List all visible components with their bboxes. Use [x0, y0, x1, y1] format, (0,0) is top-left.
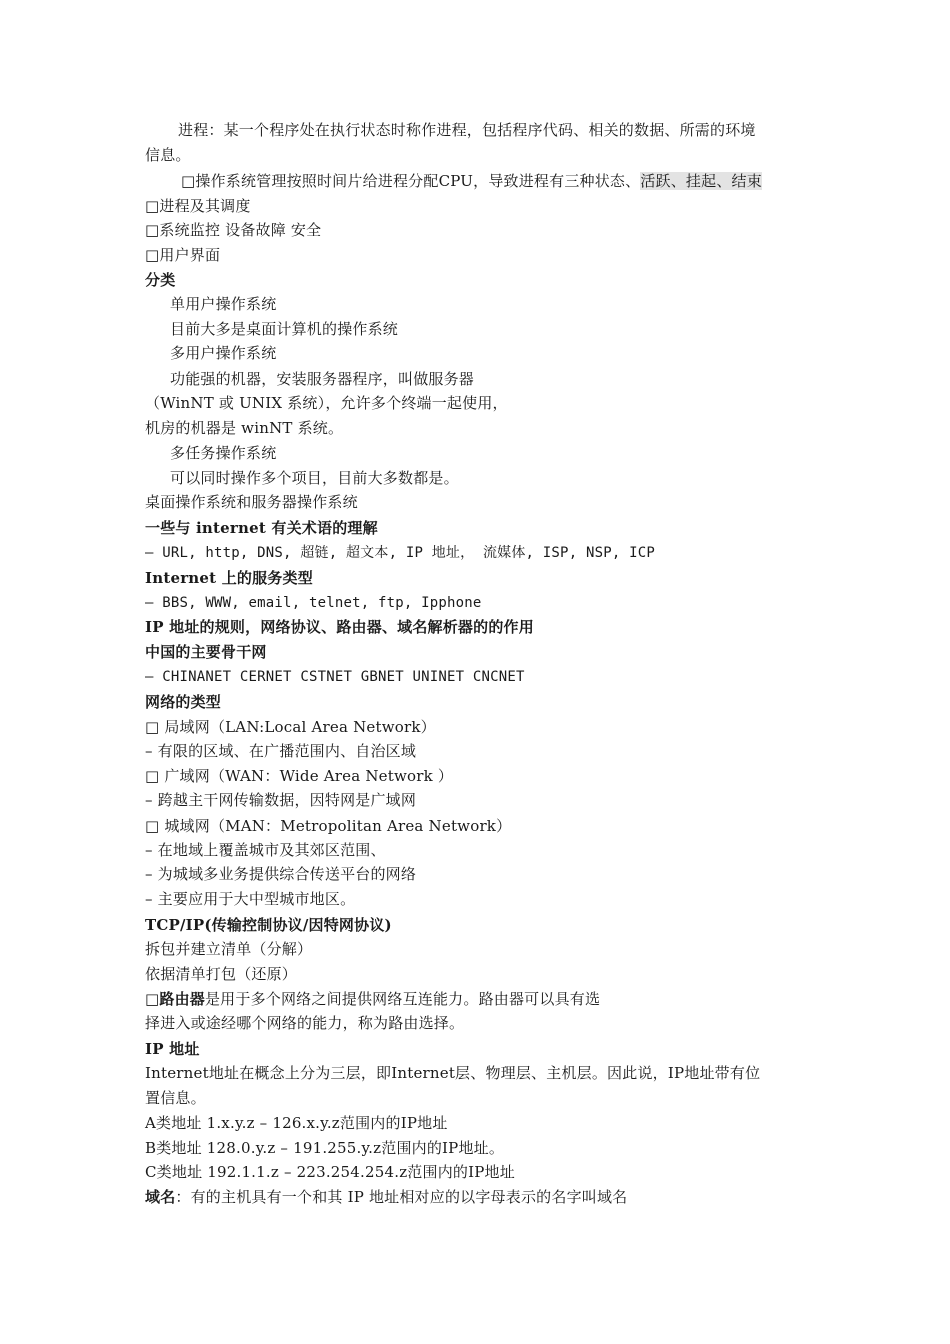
- router-bullet: □: [145, 990, 160, 1008]
- item-multi-user-desc: 功能强的机器，安装服务器程序，叫做服务器: [170, 370, 475, 388]
- item-wan-desc: – 跨越主干网传输数据，因特网是广域网: [145, 791, 417, 809]
- paragraph-ip-layers-cont: 置信息。: [145, 1089, 206, 1107]
- router-desc: 是用于多个网络之间提供网络互连能力。路由器可以具有选: [204, 990, 601, 1008]
- heading-backbone: 中国的主要骨干网: [145, 643, 267, 661]
- item-lan: □ 局域网（LAN:Local Area Network）: [145, 718, 436, 736]
- service-types-list: – BBS, WWW, email, telnet, ftp, Ipphone: [145, 595, 482, 611]
- item-lan-desc: – 有限的区域、在广播范围内、自治区域: [145, 742, 417, 760]
- item-multi-user-desc-3: 机房的机器是 winNT 系统。: [145, 419, 344, 437]
- bullet-user-interface: □用户界面: [145, 246, 221, 264]
- heading-ip-address: IP 地址: [145, 1040, 200, 1058]
- paragraph-process-states: [181, 169, 762, 193]
- internet-terms-list: – URL, http, DNS, 超链, 超文本, IP 地址， 流媒体, ISP, NSP, ICP: [145, 545, 655, 561]
- heading-tcpip: TCP/IP(传输控制协议/因特网协议): [145, 916, 392, 934]
- paragraph-router: [145, 987, 600, 1011]
- item-man-desc-3: – 主要应用于大中型城市地区。: [145, 890, 356, 908]
- router-term: 路由器: [159, 990, 205, 1008]
- process-states-text: □操作系统管理按照时间片给进程分配CPU，导致进程有三种状态、: [181, 172, 641, 190]
- bullet-scheduling: □进程及其调度: [145, 197, 251, 215]
- item-multi-task: 多任务操作系统: [170, 444, 277, 462]
- paragraph-ip-layers: Internet地址在概念上分为三层，即Internet层、物理层、主机层。因此说，IP地址带有位: [145, 1064, 761, 1082]
- paragraph-router-cont: 择进入或途经哪个网络的能力，称为路由选择。: [145, 1014, 465, 1032]
- backbone-list: – CHINANET CERNET CSTNET GBNET UNINET CNCNET: [145, 669, 525, 685]
- domain-desc: ：有的主机具有一个和其 IP 地址相对应的以字母表示的名字叫域名: [175, 1188, 628, 1206]
- paragraph-domain: [145, 1185, 627, 1209]
- item-man: □ 城域网（MAN：Metropolitan Area Network）: [145, 817, 512, 835]
- heading-network-types: 网络的类型: [145, 693, 222, 711]
- item-multi-user: 多用户操作系统: [170, 344, 277, 362]
- item-class-a: A类地址 1.x.y.z – 126.x.y.z范围内的IP地址: [145, 1114, 448, 1132]
- paragraph-process-definition-cont: 信息。: [145, 146, 191, 164]
- tcpip-pack: 依据清单打包（还原）: [145, 965, 298, 983]
- bullet-monitoring: □系统监控 设备故障 安全: [145, 221, 322, 239]
- item-multi-user-desc-2: （WinNT 或 UNIX 系统），允许多个终端一起使用，: [145, 394, 508, 412]
- item-class-b: B类地址 128.0.y.z – 191.255.y.z范围内的IP地址。: [145, 1139, 505, 1157]
- item-man-desc-1: – 在地域上覆盖城市及其郊区范围、: [145, 841, 386, 859]
- tcpip-unpack: 拆包并建立清单（分解）: [145, 940, 313, 958]
- item-wan: □ 广域网（WAN：Wide Area Network ）: [145, 767, 454, 785]
- domain-term: 域名: [145, 1188, 176, 1206]
- item-multi-task-desc: 可以同时操作多个项目，目前大多数都是。: [170, 469, 459, 487]
- item-desktop-server: 桌面操作系统和服务器操作系统: [145, 493, 358, 511]
- heading-classification: 分类: [145, 271, 176, 289]
- highlighted-states: 活跃、挂起、结束: [640, 172, 762, 190]
- paragraph-process-definition: 进程：某一个程序处在执行状态时称作进程，包括程序代码、相关的数据、所需的环境: [178, 121, 756, 139]
- item-man-desc-2: – 为城域多业务提供综合传送平台的网络: [145, 865, 417, 883]
- item-single-user-desc: 目前大多是桌面计算机的操作系统: [170, 320, 399, 338]
- heading-ip-rules: IP 地址的规则，网络协议、路由器、域名解析器的的作用: [145, 618, 534, 636]
- item-single-user: 单用户操作系统: [170, 295, 277, 313]
- heading-service-types: Internet 上的服务类型: [145, 569, 313, 587]
- item-class-c: C类地址 192.1.1.z – 223.254.254.z范围内的IP地址: [145, 1163, 515, 1181]
- heading-internet-terms: 一些与 internet 有关术语的理解: [145, 519, 378, 537]
